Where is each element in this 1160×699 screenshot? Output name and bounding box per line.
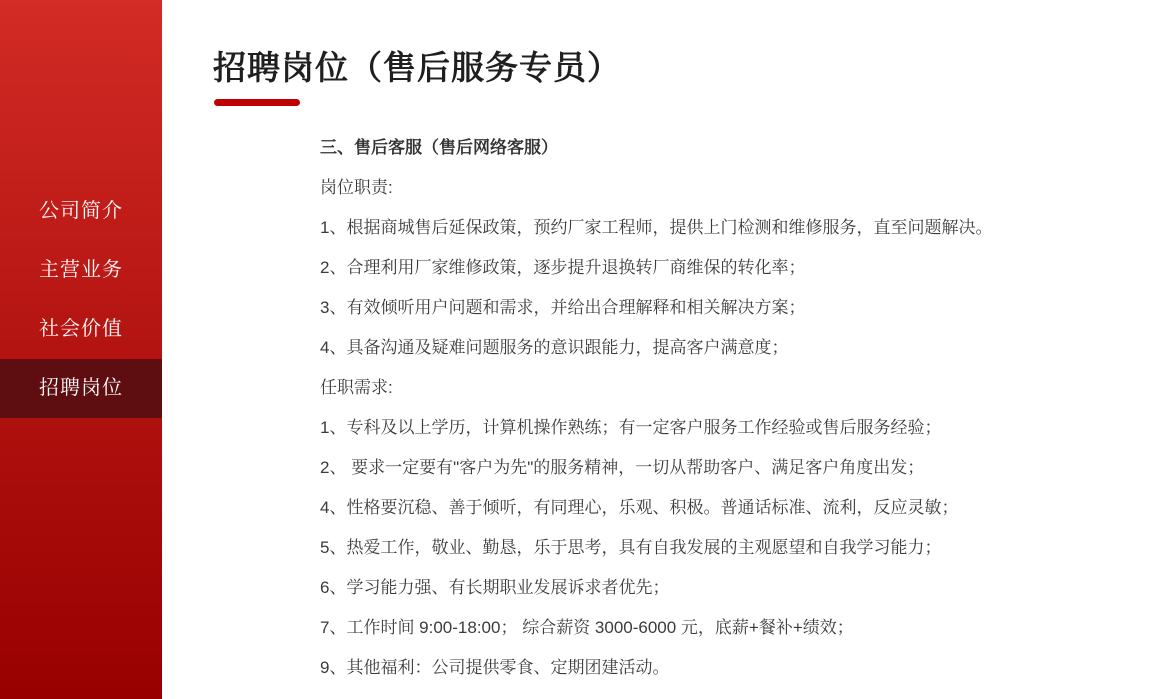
job-requirements-label: 任职需求: bbox=[320, 378, 393, 397]
job-description-line: 9、其他福利：公司提供零食、定期团建活动。 bbox=[320, 658, 670, 677]
sidebar-item-social-value[interactable]: 社会价值 bbox=[39, 318, 123, 340]
page-title: 招聘岗位（售后服务专员） bbox=[213, 49, 621, 86]
job-description-line: 1、根据商城售后延保政策，预约厂家工程师，提供上门检测和维修服务，直至问题解决。 bbox=[320, 218, 993, 237]
job-description-line: 4、性格要沉稳、善于倾听，有同理心，乐观、积极。普通话标准、流利，反应灵敏； bbox=[320, 498, 959, 517]
job-description-line: 3、有效倾听用户问题和需求，并给出合理解释和相关解决方案； bbox=[320, 298, 806, 317]
job-description-line: 4、具备沟通及疑难问题服务的意识跟能力，提高客户满意度； bbox=[320, 338, 789, 357]
main-content bbox=[162, 0, 1160, 699]
sidebar bbox=[0, 0, 162, 699]
job-description-line: 2、合理利用厂家维修政策，逐步提升退换转厂商维保的转化率； bbox=[320, 258, 806, 277]
job-description-line: 5、热爱工作，敬业、勤恳，乐于思考，具有自我发展的主观愿望和自我学习能力； bbox=[320, 538, 942, 557]
job-section-heading: 三、售后客服（售后网络客服） bbox=[320, 138, 558, 157]
sidebar-item-company-intro[interactable]: 公司简介 bbox=[39, 200, 123, 222]
sidebar-nav bbox=[0, 182, 162, 418]
job-description-line: 7、工作时间 9:00-18:00； 综合薪资 3000-6000 元，底薪+餐补+绩效； bbox=[320, 618, 854, 637]
job-description-line: 2、 要求一定要有"客户为先"的服务精神，一切从帮助客户、满足客户角度出发； bbox=[320, 458, 925, 477]
job-description-line: 6、学习能力强、有长期职业发展诉求者优先； bbox=[320, 578, 670, 597]
job-duties-label: 岗位职责: bbox=[320, 178, 393, 197]
title-underline-bar bbox=[214, 99, 300, 106]
job-description bbox=[320, 128, 1100, 688]
sidebar-item-main-business[interactable]: 主营业务 bbox=[39, 259, 123, 281]
sidebar-item-recruitment[interactable]: 招聘岗位 bbox=[0, 359, 162, 418]
job-description-line: 1、专科及以上学历，计算机操作熟练；有一定客户服务工作经验或售后服务经验； bbox=[320, 418, 942, 437]
